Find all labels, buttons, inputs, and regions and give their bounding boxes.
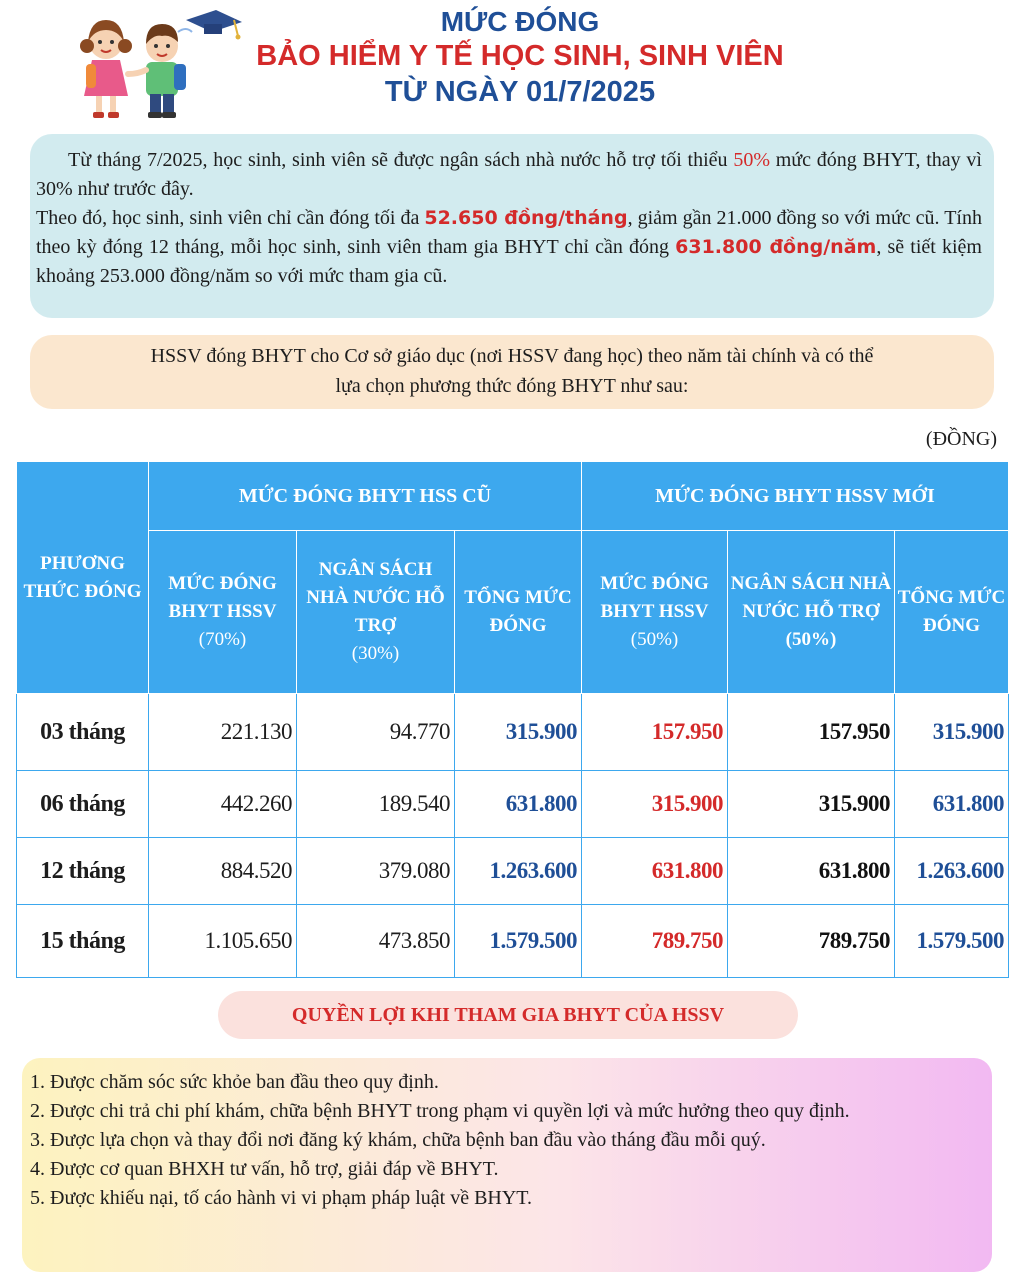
girl-figure [80, 20, 132, 118]
benefit-item: 2. Được chi trả chi phí khám, chữa bệnh BHYT trong phạm vi quyền lợi và mức hưởng theo quy định. [30, 1100, 850, 1122]
old-budget-cell: 189.540 [297, 771, 455, 838]
intro-text: Từ tháng 7/2025, học sinh, sinh viên sẽ được ngân sách nhà nước hỗ trợ tối thiểu [68, 149, 734, 171]
new-student-cell: 315.900 [582, 771, 728, 838]
note-line-2: lựa chọn phương thức đóng BHYT như sau: [335, 375, 689, 397]
benefit-item: 4. Được cơ quan BHXH tư vấn, hỗ trợ, giải đáp về BHYT. [30, 1158, 499, 1180]
new-student-cell: 789.750 [582, 905, 728, 978]
new-total-cell: 315.900 [895, 694, 1009, 771]
monthly-fee-highlight: 52.650 đồng/tháng [424, 207, 628, 229]
header-old-student [149, 531, 297, 694]
boy-figure [128, 24, 186, 118]
old-student-cell: 442.260 [149, 771, 297, 838]
note-line-1: HSSV đóng BHYT cho Cơ sở giáo dục (nơi HSSV đang học) theo năm tài chính và có thể [150, 345, 874, 367]
students-illustration [58, 2, 248, 130]
header-label: MỨC ĐÓNG BHYT HSSV [168, 573, 277, 622]
yearly-fee-highlight: 631.800 đồng/năm [675, 236, 877, 258]
header-old-budget [297, 531, 455, 694]
new-total-cell: 1.263.600 [895, 838, 1009, 905]
intro-text: , giảm gần 21.000 đồng so với mức cũ. Tính theo kỳ đóng 12 tháng, mỗi học sinh, sinh viên tham gia BHYT chỉ cần đóng [36, 207, 982, 258]
header-new-total: TỔNG MỨC ĐÓNG [895, 531, 1009, 694]
header-label: NGÂN SÁCH NHÀ NƯỚC HỖ TRỢ [306, 559, 445, 636]
new-budget-cell: 789.750 [728, 905, 895, 978]
header-new-budget: NGÂN SÁCH NHÀ NƯỚC HỖ TRỢ (50%) [728, 531, 895, 694]
intro-text: , sẽ tiết kiệm khoảng 253.000 đồng/năm so với mức tham gia cũ. [36, 236, 982, 287]
plan-cell: 06 tháng [17, 771, 149, 838]
new-total-cell: 631.800 [895, 771, 1009, 838]
benefits-box [22, 1058, 992, 1272]
old-total-cell: 631.800 [455, 771, 582, 838]
table-row [17, 905, 1009, 978]
new-student-cell: 157.950 [582, 694, 728, 771]
support-percent: 50% [733, 149, 770, 171]
benefit-item: 3. Được lựa chọn và thay đổi nơi đăng ký khám, chữa bệnh ban đầu vào tháng đầu mỗi quý. [30, 1129, 766, 1151]
header-new-group: MỨC ĐÓNG BHYT HSSV MỚI [582, 462, 1009, 531]
old-student-cell: 221.130 [149, 694, 297, 771]
currency-unit: (ĐỒNG) [925, 428, 997, 450]
header-new-student [582, 531, 728, 694]
old-budget-cell: 473.850 [297, 905, 455, 978]
new-budget-cell: 157.950 [728, 694, 895, 771]
intro-text: mức đóng BHYT, thay vì 30% như trước đây. [36, 149, 982, 200]
intro-box [30, 134, 994, 318]
title-line-3: TỪ NGÀY 01/7/2025 [384, 76, 656, 108]
title-line-1: MỨC ĐÓNG [440, 6, 600, 37]
table-row [17, 694, 1009, 771]
header-label: MỨC ĐÓNG BHYT HSSV [600, 573, 709, 622]
benefit-item: 5. Được khiếu nại, tố cáo hành vi vi phạm pháp luật về BHYT. [30, 1187, 533, 1209]
plan-cell: 03 tháng [17, 694, 149, 771]
plan-cell: 15 tháng [17, 905, 149, 978]
old-student-cell: 1.105.650 [149, 905, 297, 978]
old-total-cell: 1.579.500 [455, 905, 582, 978]
table-row [17, 771, 1009, 838]
benefit-item: 1. Được chăm sóc sức khỏe ban đầu theo quy định. [30, 1071, 439, 1093]
new-total-cell: 1.579.500 [895, 905, 1009, 978]
old-budget-cell: 94.770 [297, 694, 455, 771]
intro-paragraph-2 [36, 204, 982, 291]
header-percent: (70%) [198, 629, 247, 650]
header-old-total: TỔNG MỨC ĐÓNG [455, 531, 582, 694]
payment-note-box [30, 335, 994, 409]
old-budget-cell: 379.080 [297, 838, 455, 905]
intro-text: Theo đó, học sinh, sinh viên chỉ cần đóng tối đa [36, 207, 425, 229]
new-budget-cell: 631.800 [728, 838, 895, 905]
title-line-2: BẢO HIỂM Y TẾ HỌC SINH, SINH VIÊN [256, 40, 784, 72]
fee-table [16, 461, 1009, 978]
benefits-title: QUYỀN LỢI KHI THAM GIA BHYT CỦA HSSV [218, 991, 798, 1039]
new-budget-cell: 315.900 [728, 771, 895, 838]
new-student-cell: 631.800 [582, 838, 728, 905]
old-total-cell: 315.900 [455, 694, 582, 771]
graduation-cap-icon [178, 10, 242, 40]
intro-paragraph-1 [36, 146, 982, 204]
old-student-cell: 884.520 [149, 838, 297, 905]
table-row [17, 838, 1009, 905]
old-total-cell: 1.263.600 [455, 838, 582, 905]
header-percent: (50%) [630, 629, 679, 650]
header-percent: (30%) [351, 643, 400, 664]
plan-cell: 12 tháng [17, 838, 149, 905]
header-old-group: MỨC ĐÓNG BHYT HSS CŨ [149, 462, 582, 531]
header-method: PHƯƠNG THỨC ĐÓNG [17, 462, 149, 694]
